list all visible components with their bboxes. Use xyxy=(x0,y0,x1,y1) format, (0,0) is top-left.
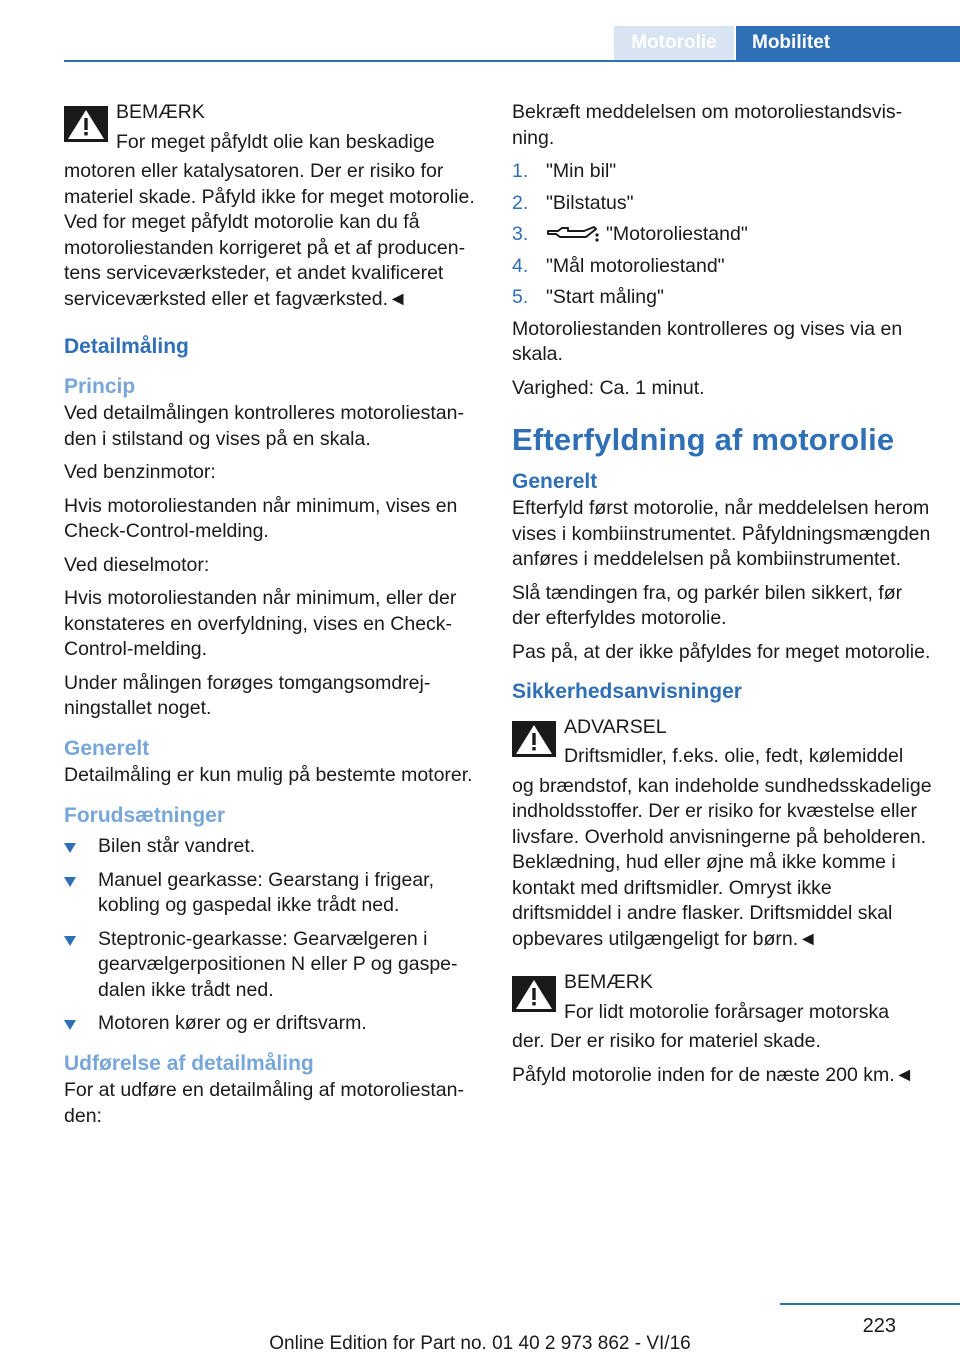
heading-forudsaetninger: Forudsætninger xyxy=(64,803,225,827)
princip-text: Ved detailmålingen kontrolleres motoroliestanden i stilstand og vises på en skala. xyxy=(64,402,464,450)
page-number: 223 xyxy=(862,1315,896,1337)
step-item xyxy=(512,222,932,248)
tab-mobilitet[interactable]: Mobilitet xyxy=(736,26,960,60)
section-title: Efterfyldning af motorolie xyxy=(512,422,895,457)
result-text: Motoroliestanden kontrolleres og vises via en skala. xyxy=(512,317,903,365)
warning-first-line: Driftsmidler, f.eks. olie, fedt, kølemiddel xyxy=(564,745,904,767)
heading-princip: Princip xyxy=(64,374,136,398)
right-column xyxy=(512,100,932,1096)
step-number: 1. xyxy=(512,160,529,182)
step-item xyxy=(512,191,932,217)
benzin-label: Ved benzinmotor: xyxy=(64,461,216,483)
oil-can-icon xyxy=(546,223,600,243)
benzin-text: Hvis motoroliestanden når minimum, vises en Check-Control-melding. xyxy=(64,494,458,542)
heading-generelt-right: Generelt xyxy=(512,469,598,493)
step-item xyxy=(512,254,932,280)
maaling-text: Under målingen forøges tomgangsomdrejningstallet noget. xyxy=(64,671,431,719)
list-item: Bilen står vandret. xyxy=(64,834,482,860)
header-rule xyxy=(64,60,960,62)
tab-motorolie[interactable]: Motorolie xyxy=(614,26,734,60)
step-item xyxy=(512,285,932,311)
notice-label: BEMÆRK xyxy=(116,101,205,123)
steps-list xyxy=(512,159,932,311)
udfoerelse-text: For at udføre en detailmåling af motoroliestanden: xyxy=(64,1079,464,1127)
step-text: "Mål motoroliestand" xyxy=(546,254,725,277)
warning-text: og brændstof, kan indeholde sundhedsskadelige indholdsstoffer. Der er risiko for kvæstelse eller livsfare. Overhold anvisningerne på beholderen. Beklædning, hud eller øjne må ikke komme i kontakt med driftsmidler. Omryst ikke driftsmiddel i andre flasker. Driftsmiddel skal opbevares utilgængeligt for børn.◄ xyxy=(512,774,932,950)
notice-text: der. Der er risiko for materiel skade. xyxy=(512,1030,821,1052)
warning-triangle-icon xyxy=(64,106,108,142)
list-item: Motoren kører og er driftsvarm. xyxy=(64,1011,482,1037)
list-item: Manuel gearkasse: Gearstang i frigear, kobling og gaspedal ikke trådt ned. xyxy=(64,868,482,919)
bekraeft-text: Bekræft meddelelsen om motoroliestandsvisning. xyxy=(512,101,903,149)
diesel-label: Ved dieselmotor: xyxy=(64,553,210,576)
notice-extra-text: Påfyld motorolie inden for de næste 200 km.◄ xyxy=(512,1063,914,1086)
heading-sikkerhed: Sikkerhedsanvisninger xyxy=(512,680,742,703)
notice-label: BEMÆRK xyxy=(564,971,653,993)
generelt-text: Detailmåling er kun mulig på bestemte motorer. xyxy=(64,764,473,786)
notice-box xyxy=(64,100,482,155)
notice-box xyxy=(512,970,932,1025)
duration-text: Varighed: Ca. 1 minut. xyxy=(512,376,705,399)
diesel-text: Hvis motoroliestanden når minimum, eller der konstateres en overfyldning, vises en Check-Control-melding. xyxy=(64,587,457,660)
list-item: Steptronic-gearkasse: Gearvælgeren i gearvælgerpositionen N eller P og gaspedalen ikke trådt ned. xyxy=(64,927,482,1004)
step-text: "Bilstatus" xyxy=(546,191,634,214)
notice-text: motoren eller katalysatoren. Der er risiko for materiel skade. Påfyld ikke for meget motorolie. Ved for meget påfyldt motorolie kan du få motoroliestanden korrigeret på et af producentens serviceværksteder, et andet kvalificeret serviceværksted eller et fagværksted.◄ xyxy=(64,160,475,310)
warning-box xyxy=(512,715,932,770)
pas-paa-text: Pas på, at der ikke påfyldes for meget motorolie. xyxy=(512,640,931,663)
forudsaetninger-list xyxy=(64,834,482,1037)
notice-first-line: For lidt motorolie forårsager motorska xyxy=(564,1000,890,1023)
heading-udfoerelse: Udførelse af detailmåling xyxy=(64,1051,314,1075)
notice-first-line: For meget påfyldt olie kan beskadige xyxy=(116,130,435,153)
step-text: "Min bil" xyxy=(546,160,617,182)
edition-text: Online Edition for Part no. 01 40 2 973 862 - VI/16 xyxy=(269,1333,691,1354)
step-number: 2. xyxy=(512,191,529,214)
heading-detailmaaling: Detailmåling xyxy=(64,335,189,358)
left-column xyxy=(64,100,482,1137)
generelt-right-text: Efterfyld først motorolie, når meddelelsen herom vises i kombiinstrumentet. Påfyldningsmængden anføres i meddelelsen på kombiinstrumentet. xyxy=(512,497,931,570)
heading-generelt: Generelt xyxy=(64,736,150,760)
step-text: "Motoroliestand" xyxy=(606,223,748,245)
step-number: 4. xyxy=(512,254,529,277)
step-item xyxy=(512,159,932,185)
step-number: 5. xyxy=(512,286,529,308)
step-text: "Start måling" xyxy=(546,286,664,308)
step-number: 3. xyxy=(512,223,529,245)
warning-triangle-icon xyxy=(512,721,556,757)
footer-rule xyxy=(780,1303,960,1305)
warning-triangle-icon xyxy=(512,976,556,1012)
taending-text: Slå tændingen fra, og parkér bilen sikkert, før der efterfyldes motorolie. xyxy=(512,581,903,629)
warning-label: ADVARSEL xyxy=(564,715,667,738)
